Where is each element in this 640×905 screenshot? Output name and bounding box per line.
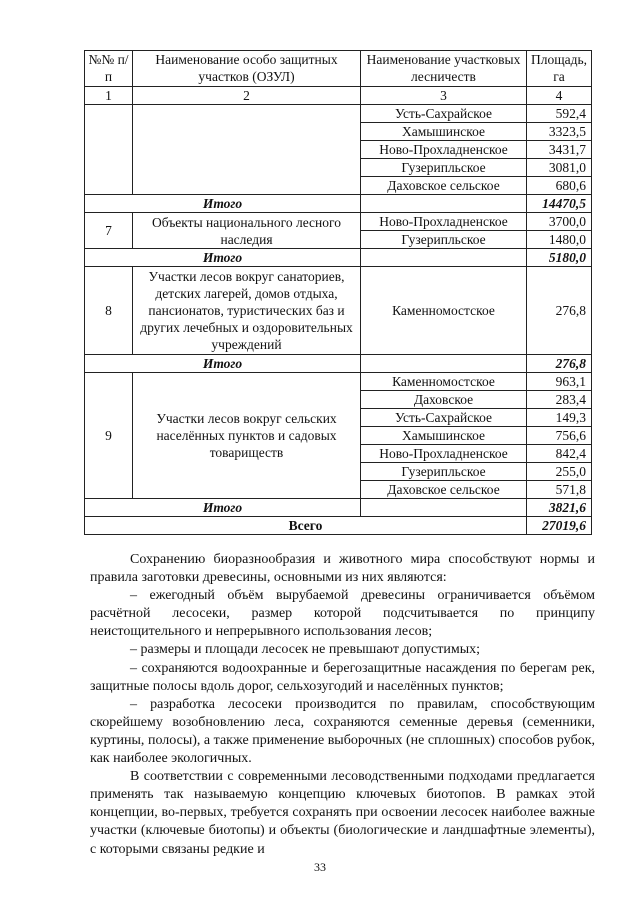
- subtotal-empty: [361, 499, 527, 517]
- forestry-cell: Даховское: [361, 391, 527, 409]
- paragraph: Сохранению биоразнообразия и животного мира способствуют нормы и правила заготовки древесины, основными из них являются:: [90, 552, 595, 586]
- area-cell: 255,0: [527, 463, 592, 481]
- subtotal-value: 3821,6: [527, 499, 592, 517]
- group6-num-cell: [85, 105, 133, 195]
- paragraph: – ежегодный объём вырубаемой древесины ограничивается объёмом расчётной лесосеки, размер которой подсчитывается по принципу неистощительного и непрерывного использования лесов;: [90, 588, 595, 640]
- forestry-cell: Хамышинское: [361, 427, 527, 445]
- table-row: [85, 373, 592, 391]
- paragraph: – размеры и площади лесосек не превышают допустимых;: [130, 642, 481, 658]
- paragraph: – сохраняются водоохранные и берегозащитные насаждения по берегам рек, защитные полосы вдоль дорог, сельхозугодий и населённых пунктов;: [90, 660, 595, 694]
- area-cell: 756,6: [527, 427, 592, 445]
- header-num: №№ п/п: [85, 51, 133, 87]
- forestry-cell: Гузерипльское: [361, 231, 527, 249]
- subtotal-label: Итого: [85, 195, 361, 213]
- header-ozul-name: Наименование особо защитных участков (ОЗУЛ): [133, 51, 361, 87]
- forestry-cell: Ново-Прохладненское: [361, 445, 527, 463]
- area-cell: 3700,0: [527, 213, 592, 231]
- subtotal-label: Итого: [85, 355, 361, 373]
- area-cell: 592,4: [527, 105, 592, 123]
- group-name: Объекты национального лесного наследия: [133, 213, 361, 249]
- group6-name-cell: [133, 105, 361, 195]
- colnum-1: 1: [85, 87, 133, 105]
- forestry-cell: Усть-Сахрайское: [361, 105, 527, 123]
- subtotal-empty: [361, 355, 527, 373]
- subtotal-label: Итого: [85, 249, 361, 267]
- area-cell: 1480,0: [527, 231, 592, 249]
- subtotal-value: 14470,5: [527, 195, 592, 213]
- area-cell: 283,4: [527, 391, 592, 409]
- area-cell: 3323,5: [527, 123, 592, 141]
- paragraph: – разработка лесосеки производится по правилам, способствующим скорейшему возобновлению леса, сохраняются семенные деревья (семенники, куртины, полосы), а также применение выборочных (не сплошных) способов рубок, как наиболее экологичных.: [90, 696, 595, 767]
- group-num: 7: [85, 213, 133, 249]
- body-text: [90, 551, 595, 859]
- colnum-2: 2: [133, 87, 361, 105]
- colnum-4: 4: [527, 87, 592, 105]
- subtotal-empty: [361, 249, 527, 267]
- forestry-cell: Даховское сельское: [361, 177, 527, 195]
- grand-total-row: [85, 517, 592, 535]
- group-name: Участки лесов вокруг санаториев, детских лагерей, домов отдыха, пансионатов, туристических баз и других лечебных и оздоровительных учреждений: [133, 267, 361, 355]
- subtotal-empty: [361, 195, 527, 213]
- area-cell: 276,8: [527, 267, 592, 355]
- column-number-row: [85, 87, 592, 105]
- forestry-cell: Гузерипльское: [361, 159, 527, 177]
- grand-total-value: 27019,6: [527, 517, 592, 535]
- subtotal-row: [85, 249, 592, 267]
- forestry-cell: Даховское сельское: [361, 481, 527, 499]
- forestry-cell: Каменномостское: [361, 267, 527, 355]
- area-cell: 571,8: [527, 481, 592, 499]
- forestry-cell: Гузерипльское: [361, 463, 527, 481]
- forestry-cell: Усть-Сахрайское: [361, 409, 527, 427]
- subtotal-row: [85, 355, 592, 373]
- area-cell: 680,6: [527, 177, 592, 195]
- area-cell: 149,3: [527, 409, 592, 427]
- group-name: Участки лесов вокруг сельских населённых пунктов и садовых товариществ: [133, 373, 361, 499]
- table-row: [85, 105, 592, 123]
- subtotal-value: 5180,0: [527, 249, 592, 267]
- forestry-cell: Хамышинское: [361, 123, 527, 141]
- area-cell: 963,1: [527, 373, 592, 391]
- forestry-cell: Каменномостское: [361, 373, 527, 391]
- header-area: Площадь, га: [527, 51, 592, 87]
- group-num: 8: [85, 267, 133, 355]
- area-cell: 3081,0: [527, 159, 592, 177]
- colnum-3: 3: [361, 87, 527, 105]
- group-num: 9: [85, 373, 133, 499]
- subtotal-row: [85, 499, 592, 517]
- forestry-cell: Ново-Прохладненское: [361, 141, 527, 159]
- area-cell: 842,4: [527, 445, 592, 463]
- header-forestry: Наименование участковых лесничеств: [361, 51, 527, 87]
- ozul-table: [84, 50, 592, 535]
- table-header-row: [85, 51, 592, 87]
- subtotal-label: Итого: [85, 499, 361, 517]
- subtotal-row: [85, 195, 592, 213]
- forestry-cell: Ново-Прохладненское: [361, 213, 527, 231]
- table-row: [85, 213, 592, 231]
- area-cell: 3431,7: [527, 141, 592, 159]
- paragraph: В соответствии с современными лесоводственными подходами предлагается применять так называемую концепцию ключевых биотопов. В рамках этой концепции, во-первых, требуется сохранять при освоении лесосек наиболее важные участки (ключевые биотопы) и объекты (биологические и ландшафтные элементы), с которыми связаны редкие и: [90, 769, 595, 857]
- table-row: [85, 267, 592, 355]
- subtotal-value: 276,8: [527, 355, 592, 373]
- grand-total-label: Всего: [85, 517, 527, 535]
- page-number: 33: [314, 860, 326, 874]
